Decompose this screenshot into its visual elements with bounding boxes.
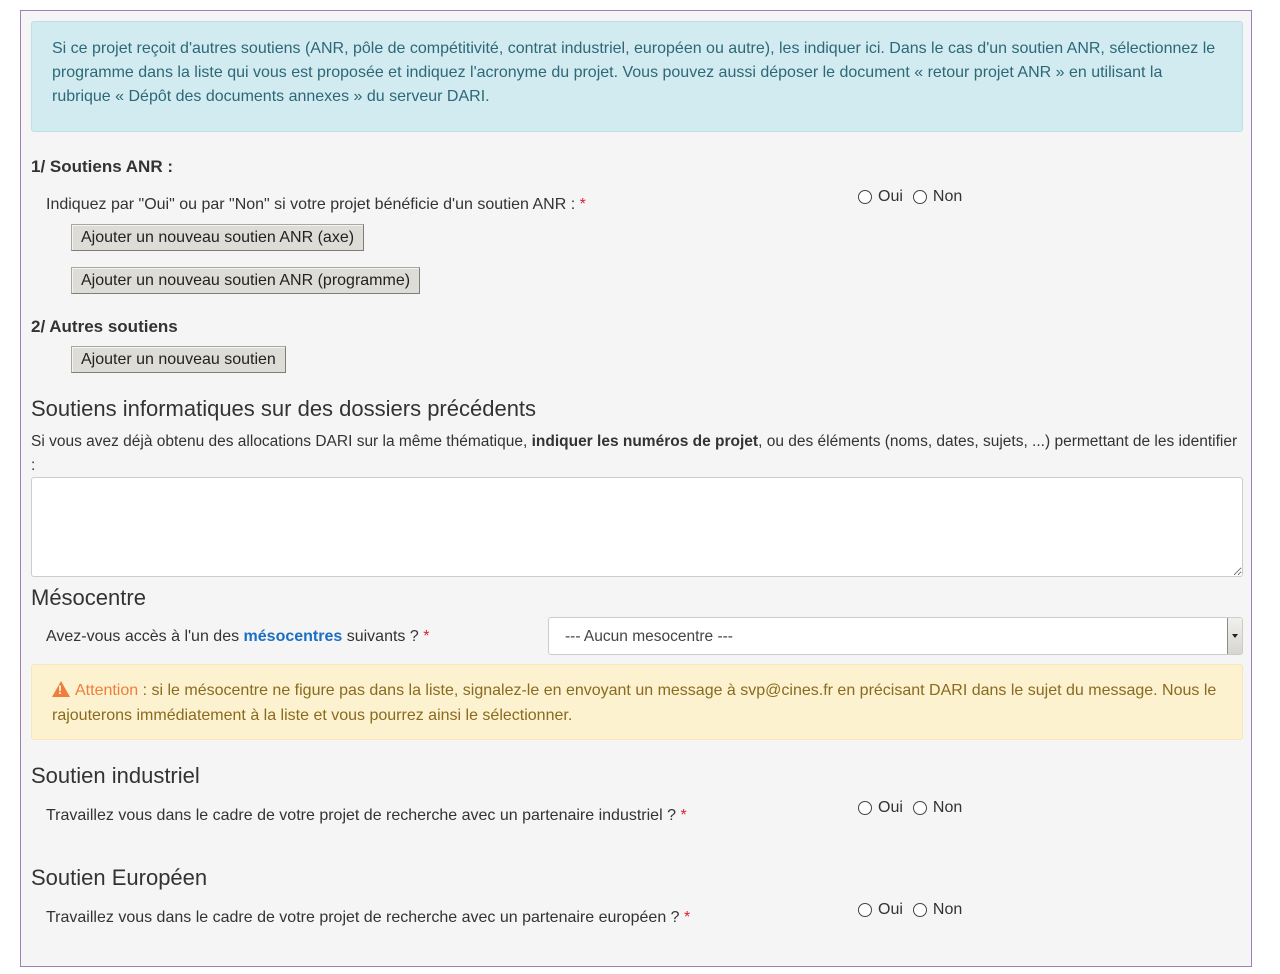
required-mark: * bbox=[680, 807, 687, 824]
form-panel bbox=[20, 10, 1252, 967]
mesocentre-select-value: --- Aucun mesocentre --- bbox=[565, 628, 733, 645]
radio-label-oui: Oui bbox=[878, 901, 903, 918]
warning-text: : si le mésocentre ne figure pas dans la liste, signalez-le en envoyant un message à svp@cines.fr en précisant DARI dans le sujet du message. Nous le rajouterons immédiatement à la liste et vous pourrez ainsi le sélectionner. bbox=[52, 682, 1217, 724]
add-anr-programme-button[interactable]: Ajouter un nouveau soutien ANR (programme) bbox=[71, 267, 420, 294]
dossiers-textarea[interactable] bbox=[31, 477, 1243, 577]
industriel-question-label bbox=[46, 807, 687, 825]
mesocentre-select[interactable] bbox=[548, 617, 1243, 655]
warning-alert bbox=[31, 664, 1243, 740]
industriel-radio-group bbox=[858, 799, 972, 817]
europeen-question-text: Travaillez vous dans le cadre de votre projet de recherche avec un partenaire européen ? bbox=[46, 909, 680, 926]
mesocentre-question-before: Avez-vous accès à l'un des bbox=[46, 628, 240, 645]
dossiers-text-bold: indiquer les numéros de projet bbox=[531, 433, 759, 450]
industriel-question-text: Travaillez vous dans le cadre de votre projet de recherche avec un partenaire industriel ? bbox=[46, 807, 676, 824]
warning-icon bbox=[52, 681, 70, 697]
europeen-option-oui[interactable] bbox=[858, 901, 903, 919]
dossiers-text-before: Si vous avez déjà obtenu des allocations DARI sur la même thématique, bbox=[31, 433, 528, 450]
industriel-option-oui[interactable] bbox=[858, 799, 903, 817]
radio-label-non: Non bbox=[932, 799, 963, 816]
required-mark: * bbox=[423, 628, 430, 645]
europeen-radio-group bbox=[858, 901, 972, 919]
anr-option-oui[interactable] bbox=[858, 188, 903, 206]
anr-question-text: Indiquez par "Oui" ou par "Non" si votre projet bénéficie d'un soutien ANR : bbox=[46, 196, 576, 213]
anr-heading: 1/ Soutiens ANR : bbox=[31, 157, 173, 176]
radio-non[interactable] bbox=[913, 801, 927, 815]
radio-non[interactable] bbox=[913, 903, 927, 917]
dossiers-text-after: , ou des éléments (noms, dates, sujets, ...) permettant de les identifier : bbox=[31, 433, 1238, 474]
radio-label-oui: Oui bbox=[878, 188, 903, 205]
anr-radio-group bbox=[858, 188, 972, 206]
mesocentre-heading: Mésocentre bbox=[31, 585, 146, 610]
radio-non[interactable] bbox=[913, 190, 927, 204]
warning-title: Attention bbox=[75, 682, 139, 699]
radio-label-non: Non bbox=[932, 188, 963, 205]
autres-heading: 2/ Autres soutiens bbox=[31, 317, 178, 336]
radio-label-oui: Oui bbox=[878, 799, 903, 816]
add-anr-axe-button[interactable]: Ajouter un nouveau soutien ANR (axe) bbox=[71, 224, 364, 251]
anr-option-non[interactable] bbox=[913, 188, 962, 206]
mesocentre-question-after: suivants ? bbox=[346, 628, 419, 645]
radio-oui[interactable] bbox=[858, 801, 872, 815]
europeen-option-non[interactable] bbox=[913, 901, 962, 919]
required-mark: * bbox=[684, 909, 691, 926]
industriel-option-non[interactable] bbox=[913, 799, 962, 817]
anr-question-label bbox=[46, 196, 586, 214]
mesocentres-link[interactable]: mésocentres bbox=[243, 628, 343, 645]
europeen-heading: Soutien Européen bbox=[31, 865, 208, 890]
dossiers-heading: Soutiens informatiques sur des dossiers précédents bbox=[31, 396, 537, 421]
required-mark: * bbox=[579, 196, 586, 213]
industriel-heading: Soutien industriel bbox=[31, 763, 200, 788]
europeen-question-label bbox=[46, 909, 690, 927]
add-soutien-button[interactable]: Ajouter un nouveau soutien bbox=[71, 346, 286, 373]
mesocentre-question-label bbox=[46, 628, 429, 646]
radio-oui[interactable] bbox=[858, 903, 872, 917]
info-alert-text: Si ce projet reçoit d'autres soutiens (ANR, pôle de compétitivité, contrat industriel, européen ou autre), les indiquer ici. Dans le cas d'un soutien ANR, sélectionnez le programme dans la liste qui vous est proposée et indiquez l'acronyme du projet. Vous pouvez aussi déposer le document « retour projet ANR » en utilisant la rubrique « Dépôt des documents annexes » du serveur DARI. bbox=[52, 40, 1216, 105]
radio-oui[interactable] bbox=[858, 190, 872, 204]
dossiers-description bbox=[31, 430, 1241, 478]
info-alert bbox=[31, 21, 1243, 132]
radio-label-non: Non bbox=[932, 901, 963, 918]
dropdown-arrow-icon[interactable] bbox=[1227, 618, 1242, 654]
